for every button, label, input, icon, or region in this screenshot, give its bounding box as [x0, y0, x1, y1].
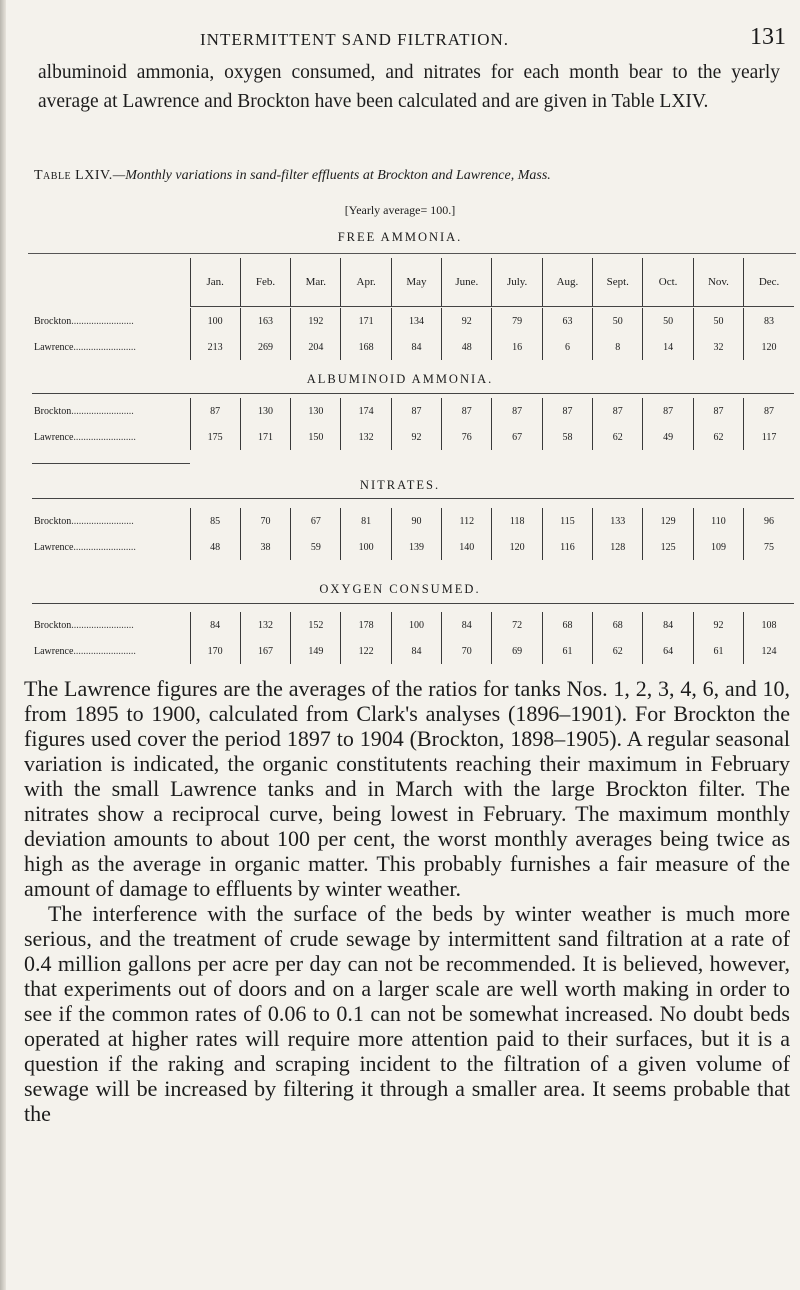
table-cell: 139 [391, 534, 441, 560]
running-head: INTERMITTENT SAND FILTRATION. [200, 30, 510, 49]
table-top-rule [28, 253, 796, 254]
table-cell: 90 [391, 508, 441, 534]
table-cell: 61 [542, 638, 592, 664]
table-cell: 38 [240, 534, 290, 560]
month-header-row [32, 258, 794, 306]
table-cell: 84 [643, 612, 693, 638]
table-cell: 132 [240, 612, 290, 638]
table-cell: 62 [693, 424, 743, 450]
table-cell: 122 [341, 638, 391, 664]
section-table-albuminoid-ammonia [32, 398, 794, 450]
table-subcaption: [Yearly average= 100.] [344, 203, 456, 217]
header-rule [190, 306, 794, 307]
table-cell: 100 [341, 534, 391, 560]
table-cell: 62 [593, 638, 643, 664]
section-rule [32, 393, 794, 394]
section-title-free-ammonia: FREE AMMONIA. [337, 230, 463, 244]
table-cell: 84 [190, 612, 240, 638]
table-cell: 110 [693, 508, 743, 534]
table-cell: 117 [744, 424, 794, 450]
table-cell: 81 [341, 508, 391, 534]
row-label: Brockton......................... [34, 515, 134, 527]
table-cell: 168 [341, 334, 391, 360]
table-cell: 75 [744, 534, 794, 560]
month-header-mar: Mar. [291, 258, 341, 306]
table-cell: 50 [593, 308, 643, 334]
table-cell: 178 [341, 612, 391, 638]
running-header [200, 24, 786, 52]
table-cell: 70 [240, 508, 290, 534]
table-cell: 109 [693, 534, 743, 560]
table-row [32, 534, 794, 560]
page-number: 131 [750, 24, 786, 50]
table-cell: 6 [542, 334, 592, 360]
table-cell: 213 [190, 334, 240, 360]
table-cell: 61 [693, 638, 743, 664]
table-cell: 130 [240, 398, 290, 424]
month-header-jun: June. [442, 258, 492, 306]
table-cell: 63 [542, 308, 592, 334]
table-cell: 83 [744, 308, 794, 334]
row-label: Lawrence......................... [34, 541, 136, 553]
table-cell: 96 [744, 508, 794, 534]
table-cell: 69 [492, 638, 542, 664]
table-cell: 163 [240, 308, 290, 334]
table-cell: 92 [391, 424, 441, 450]
table-cell: 134 [391, 308, 441, 334]
section-title-nitrates: NITRATES. [359, 478, 441, 492]
table-cell: 132 [341, 424, 391, 450]
table-cell: 120 [492, 534, 542, 560]
table-cell: 62 [593, 424, 643, 450]
table-cell: 171 [341, 308, 391, 334]
table-cell: 87 [542, 398, 592, 424]
table-cell: 167 [240, 638, 290, 664]
table-cell: 84 [391, 638, 441, 664]
section-title-oxygen-consumed: OXYGEN CONSUMED. [319, 582, 481, 596]
row-label: Lawrence......................... [34, 341, 136, 353]
table-row [32, 612, 794, 638]
row-label: Lawrence......................... [34, 645, 136, 657]
table-cell: 92 [442, 308, 492, 334]
body-paragraph: The interference with the surface of the beds by winter weather is much more serious, and the treatment of crude sewage by intermittent sand filtration at a rate of 0.4 million gallons per acre per day can not be recommended. It is believed, however, that experiments out of doors and on a larger scale are well worth making in order to see if the common rates of 0.06 to 0.1 can not be somewhat increased. No doubt beds operated at higher rates will require more attention paid to their surfaces, but it is a question if the raking and scraping incident to the filtration of a given volume of sewage will be increased by filtering it through a smaller area. It seems probable that the [24, 901, 790, 1126]
table-cell: 171 [240, 424, 290, 450]
table-cell: 72 [492, 612, 542, 638]
table-cell: 87 [593, 398, 643, 424]
table-cell: 14 [643, 334, 693, 360]
table-cell: 152 [291, 612, 341, 638]
table-cell: 130 [291, 398, 341, 424]
table-cell: 92 [693, 612, 743, 638]
table-cell: 84 [391, 334, 441, 360]
header-blank-cell [32, 258, 190, 306]
table-row [32, 334, 794, 360]
section-rule [32, 498, 794, 499]
table-cell: 87 [693, 398, 743, 424]
month-header-sep: Sept. [593, 258, 643, 306]
table-cell: 149 [291, 638, 341, 664]
table-cell: 174 [341, 398, 391, 424]
month-header-jul: July. [492, 258, 542, 306]
table-cell: 50 [693, 308, 743, 334]
month-header-apr: Apr. [341, 258, 391, 306]
table-cell: 175 [190, 424, 240, 450]
section-table-nitrates [32, 508, 794, 560]
table-cell: 87 [492, 398, 542, 424]
table-cell: 150 [291, 424, 341, 450]
table-cell: 140 [442, 534, 492, 560]
table-cell: 120 [744, 334, 794, 360]
table-cell: 64 [643, 638, 693, 664]
table-row [32, 638, 794, 664]
table-cell: 133 [593, 508, 643, 534]
table-cell: 50 [643, 308, 693, 334]
body-paragraph: The Lawrence figures are the averages of the ratios for tanks Nos. 1, 2, 3, 4, 6, and 10, from 1895 to 1900, calculated from Clark's analyses (1896–1901). For Brockton the figures used cover the period 1897 to 1904 (Brockton, 1898–1905). A regular seasonal variation is indicated, the organic constitutents reaching their maximum in February with the small Lawrence tanks and in March with the large Brockton filter. The nitrates show a reciprocal curve, being lowest in February. The maximum monthly deviation amounts to about 100 per cent, the worst monthly averages being twice as high as the average in organic matter. This probably furnishes a fair measure of the amount of damage to effluents by winter weather. [24, 676, 790, 901]
month-header-dec: Dec. [744, 258, 794, 306]
section-title-albuminoid-ammonia: ALBUMINOID AMMONIA. [306, 372, 494, 386]
table-cell: 8 [593, 334, 643, 360]
table-cell: 115 [542, 508, 592, 534]
intro-paragraph: albuminoid ammonia, oxygen consumed, and nitrates for each month bear to the yearly average at Lawrence and Brockton have been calculated and are given in Table LXIV. [38, 62, 780, 112]
body-text [24, 676, 790, 1126]
table-cell: 67 [291, 508, 341, 534]
section-table-oxygen-consumed [32, 612, 794, 664]
table-cell: 87 [744, 398, 794, 424]
table-cell: 49 [643, 424, 693, 450]
table-row [32, 508, 794, 534]
table-cell: 112 [442, 508, 492, 534]
table-cell: 204 [291, 334, 341, 360]
section-rule [32, 603, 794, 604]
table-cell: 58 [542, 424, 592, 450]
table-cell: 68 [542, 612, 592, 638]
month-header-nov: Nov. [693, 258, 743, 306]
row-label: Lawrence......................... [34, 431, 136, 443]
table-cell: 68 [593, 612, 643, 638]
label-rule [32, 463, 190, 464]
row-label: Brockton......................... [34, 405, 134, 417]
table-cell: 129 [643, 508, 693, 534]
table-cell: 128 [593, 534, 643, 560]
table-cell: 67 [492, 424, 542, 450]
table-cell: 116 [542, 534, 592, 560]
table-cell: 100 [190, 308, 240, 334]
table-cell: 192 [291, 308, 341, 334]
table-cell: 124 [744, 638, 794, 664]
table-cell: 84 [442, 612, 492, 638]
table-cell: 87 [190, 398, 240, 424]
table-cell: 79 [492, 308, 542, 334]
page-edge [0, 0, 6, 1290]
table-row [32, 424, 794, 450]
table-cell: 32 [693, 334, 743, 360]
table-row [32, 398, 794, 424]
row-label: Brockton......................... [34, 315, 134, 327]
table-cell: 70 [442, 638, 492, 664]
table-cell: 76 [442, 424, 492, 450]
month-header-feb: Feb. [240, 258, 290, 306]
table-cell: 59 [291, 534, 341, 560]
month-header-aug: Aug. [542, 258, 592, 306]
table-cell: 87 [391, 398, 441, 424]
table-cell: 269 [240, 334, 290, 360]
row-label: Brockton......................... [34, 619, 134, 631]
month-header-may: May [391, 258, 441, 306]
table-cell: 170 [190, 638, 240, 664]
table-cell: 118 [492, 508, 542, 534]
table-cell: 48 [442, 334, 492, 360]
table-cell: 16 [492, 334, 542, 360]
month-header-oct: Oct. [643, 258, 693, 306]
table-cell: 100 [391, 612, 441, 638]
table-cell: 125 [643, 534, 693, 560]
table-cell: 48 [190, 534, 240, 560]
table-cell: 87 [643, 398, 693, 424]
table-cell: 85 [190, 508, 240, 534]
table-row [32, 308, 794, 334]
section-table-free-ammonia [32, 308, 794, 360]
table-cell: 108 [744, 612, 794, 638]
table-cell: 87 [442, 398, 492, 424]
table-caption-text: —Monthly variations in sand-filter effluents at Brockton and Lawrence, Mass. [112, 168, 551, 183]
table-caption [34, 168, 794, 184]
table-caption-label: Table LXIV. [34, 168, 113, 183]
month-header-jan: Jan. [190, 258, 240, 306]
